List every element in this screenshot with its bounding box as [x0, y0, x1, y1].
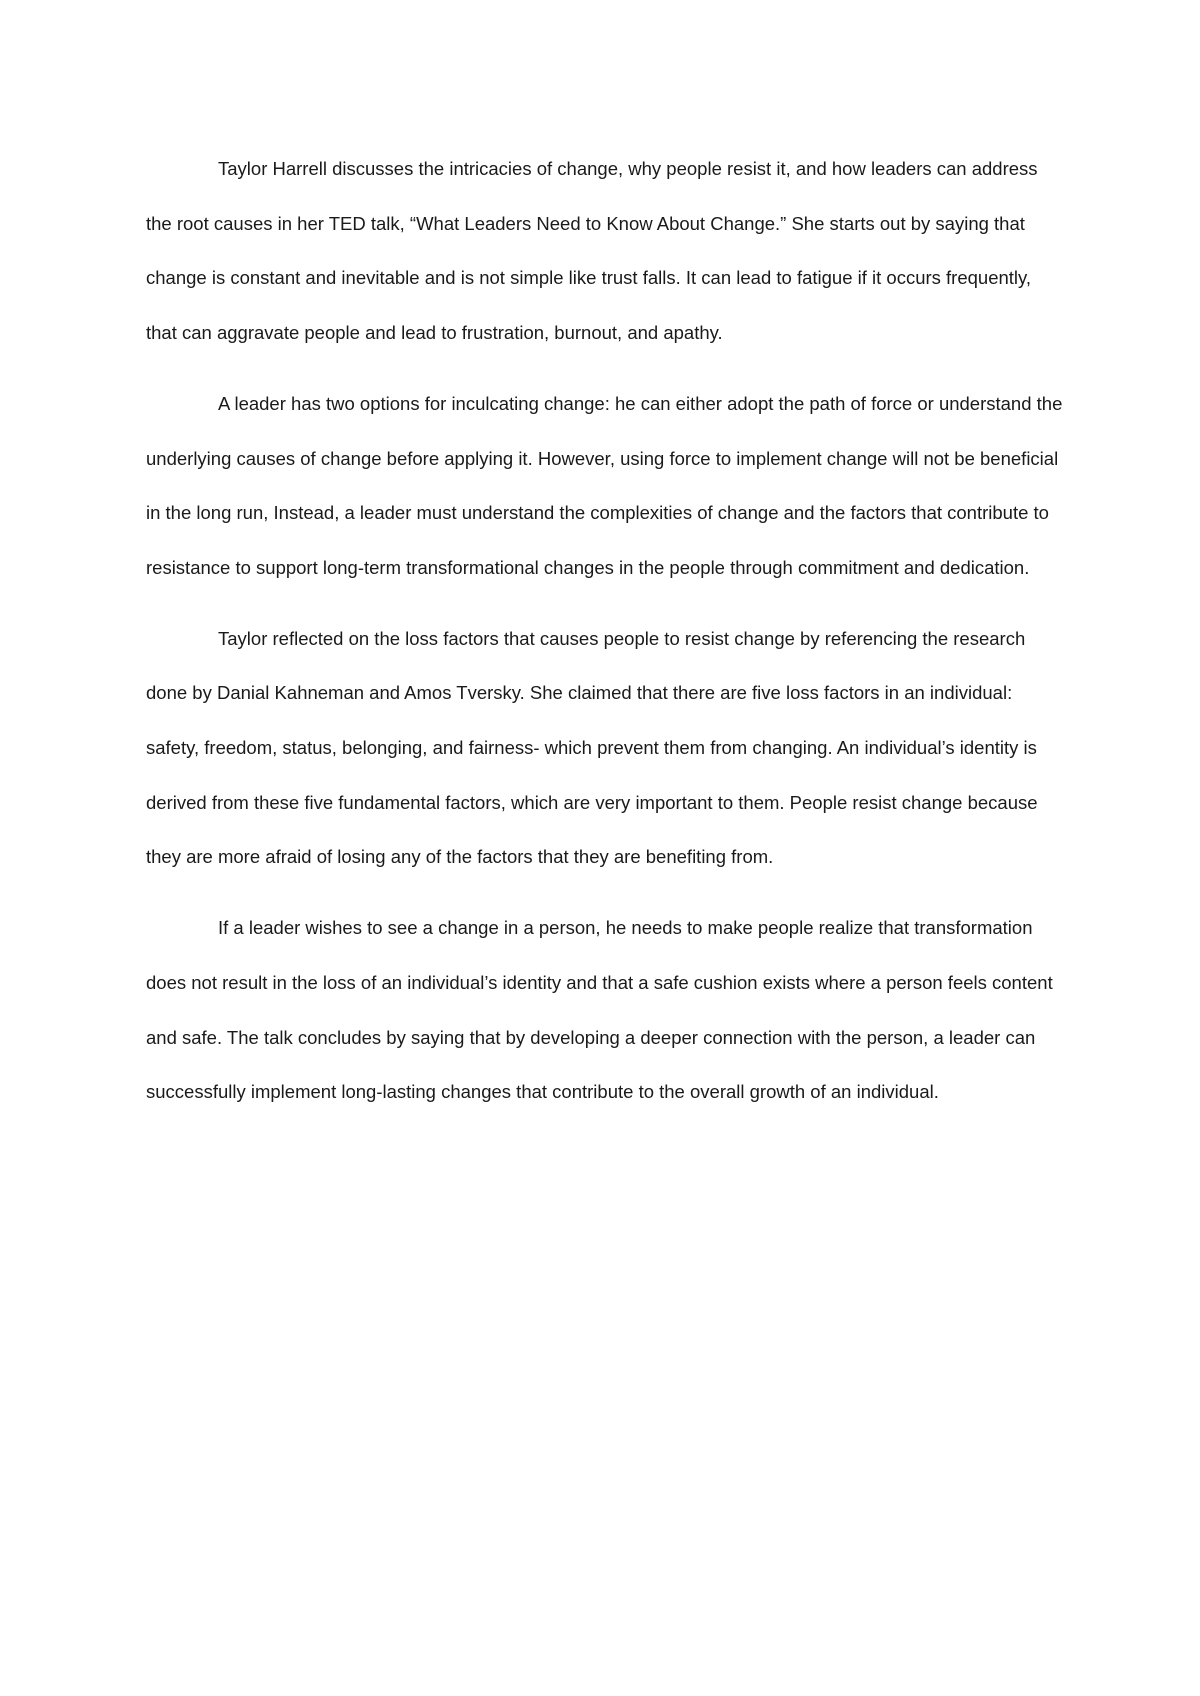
paragraph-3: Taylor reflected on the loss factors that causes people to resist change by referencing the research done by Danial Kahneman and Amos Tversky. She claimed that there are five loss factors in an individual: safety, freedom, status, belonging, and fairness- which prevent them from changing. An individual’s identity is derived from these five fundamental factors, which are very important to them. People resist change because they are more afraid of losing any of the factors that they are benefiting from. [146, 627, 1038, 868]
paragraph-2: A leader has two options for inculcating change: he can either adopt the path of force or understand the underlying causes of change before applying it. However, using force to implement change will not be beneficial in the long run, Instead, a leader must understand the complexities of change and the factors that contribute to resistance to support long-term transformational changes in the people through commitment and dedication. [146, 392, 1063, 578]
document-body [146, 142, 1064, 1136]
paragraph-4: If a leader wishes to see a change in a person, he needs to make people realize that transformation does not result in the loss of an individual’s identity and that a safe cushion exists where a person feels content and safe. The talk concludes by saying that by developing a deeper connection with the person, a leader can successfully implement long-lasting changes that contribute to the overall growth of an individual. [146, 917, 1053, 1103]
paragraph-1: Taylor Harrell discusses the intricacies of change, why people resist it, and how leaders can address the root causes in her TED talk, “What Leaders Need to Know About Change.” She starts out by saying that change is constant and inevitable and is not simple like trust falls. It can lead to fatigue if it occurs frequently, that can aggravate people and lead to frustration, burnout, and apathy. [146, 158, 1038, 344]
